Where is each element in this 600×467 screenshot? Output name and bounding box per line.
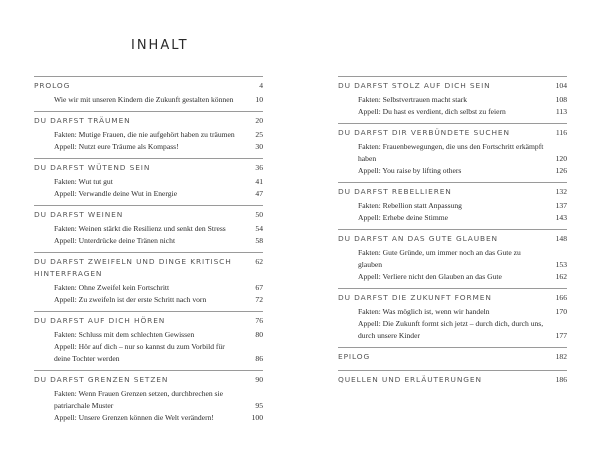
entry-page-number: 54 [255,224,263,233]
chapter-page-number: 132 [555,187,567,196]
toc-section [338,76,567,118]
chapter-page-number: 166 [555,293,567,302]
toc-entry[interactable] [34,223,263,235]
toc-entry[interactable] [34,129,263,141]
chapter-page-number: 76 [255,316,263,325]
entry-title: Fakten: Rebellion statt Anpassung [358,201,462,210]
entry-page-number: 162 [555,272,567,281]
toc-chapter-heading[interactable] [34,114,263,129]
chapter-page-number: 116 [555,128,567,137]
chapter-title: DU DARFST WEINEN [34,210,124,219]
toc-entry[interactable] [338,94,567,106]
toc-right-column [338,76,567,393]
entry-title: Appell: Verwandle deine Wut in Energie [54,189,178,198]
entry-title: Fakten: Wenn Frauen Grenzen setzen, durchbrechen sie patriarchale Muster [54,389,223,410]
toc-entry[interactable] [338,306,567,318]
chapter-page-number: 148 [555,234,567,243]
toc-entry[interactable] [34,294,263,306]
toc-section [34,111,263,153]
chapter-page-number: 4 [259,81,263,90]
toc-section [338,347,567,365]
entry-title: Fakten: Ohne Zweifel kein Fortschritt [54,283,170,292]
toc-chapter-heading[interactable] [34,314,263,329]
toc-chapter-heading[interactable] [34,161,263,176]
toc-entry[interactable] [34,388,263,412]
entry-page-number: 108 [555,95,567,104]
toc-entry[interactable] [34,94,263,106]
entry-title: Fakten: Wut tut gut [54,177,113,186]
chapter-title: DU DARFST STOLZ AUF DICH SEIN [338,81,491,90]
toc-section [34,158,263,200]
toc-section [338,229,567,283]
entry-page-number: 177 [555,331,567,340]
toc-entry[interactable] [34,282,263,294]
toc-entry[interactable] [338,318,567,342]
entry-page-number: 95 [255,401,263,410]
chapter-title: DU DARFST REBELLIEREN [338,187,452,196]
toc-section [338,123,567,177]
toc-section [34,76,263,106]
chapter-page-number: 90 [255,375,263,384]
toc-chapter-heading[interactable] [338,185,567,200]
entry-title: Appell: Unsere Grenzen können die Welt verändern! [54,413,214,422]
chapter-title: DU DARFST DIR VERBÜNDETE SUCHEN [338,128,510,137]
chapter-title: DU DARFST DIE ZUKUNFT FORMEN [338,293,492,302]
entry-page-number: 41 [255,177,263,186]
chapter-title: DU DARFST ZWEIFELN UND DINGE KRITISCH HINTERFRAGEN [34,257,232,278]
entry-title: Fakten: Frauenbewegungen, die uns den Fortschritt erkämpft haben [358,142,544,163]
entry-page-number: 67 [255,283,263,292]
toc-entry[interactable] [338,200,567,212]
toc-entry[interactable] [338,247,567,271]
toc-chapter-heading[interactable] [338,291,567,306]
chapter-page-number: 62 [255,257,263,266]
entry-page-number: 80 [255,330,263,339]
toc-section [34,252,263,306]
toc-chapter-heading[interactable] [34,255,263,282]
toc-entry[interactable] [338,271,567,283]
toc-entry[interactable] [338,212,567,224]
entry-title: Wie wir mit unseren Kindern die Zukunft gestalten können [54,95,234,104]
toc-chapter-heading[interactable] [34,373,263,388]
entry-page-number: 30 [255,142,263,151]
entry-title: Appell: Du hast es verdient, dich selbst zu feiern [358,107,506,116]
toc-entry[interactable] [338,106,567,118]
toc-entry[interactable] [34,235,263,247]
entry-page-number: 143 [555,213,567,222]
entry-title: Appell: Unterdrücke deine Tränen nicht [54,236,176,245]
toc-section [338,370,567,388]
chapter-title: DU DARFST AUF DICH HÖREN [34,316,166,325]
toc-section [34,205,263,247]
toc-chapter-heading[interactable] [338,126,567,141]
entry-title: Appell: Hör auf dich – nur so kannst du zum Vorbild für deine Tochter werden [54,342,225,363]
entry-title: Appell: You raise by lifting others [358,166,462,175]
entry-title: Appell: Nutzt eure Träume als Kompass! [54,142,179,151]
toc-entry[interactable] [338,141,567,165]
entry-page-number: 25 [255,130,263,139]
toc-entry[interactable] [34,341,263,365]
toc-section [34,370,263,424]
entry-title: Appell: Zu zweifeln ist der erste Schritt nach vorn [54,295,207,304]
toc-chapter-heading[interactable] [338,232,567,247]
chapter-page-number: 182 [555,352,567,361]
page-title: INHALT [131,38,189,53]
entry-page-number: 153 [555,260,567,269]
chapter-page-number: 50 [255,210,263,219]
entry-title: Appell: Verliere nicht den Glauben an das Gute [358,272,502,281]
chapter-page-number: 36 [255,163,263,172]
entry-page-number: 170 [555,307,567,316]
toc-section [34,311,263,365]
entry-title: Fakten: Mutige Frauen, die nie aufgehört haben zu träumen [54,130,235,139]
chapter-title: PROLOG [34,81,71,90]
toc-entry[interactable] [34,329,263,341]
entry-page-number: 113 [555,107,567,116]
toc-chapter-heading[interactable] [338,350,567,365]
entry-page-number: 100 [251,413,263,422]
entry-page-number: 47 [255,189,263,198]
entry-title: Fakten: Schluss mit dem schlechten Gewissen [54,330,195,339]
chapter-page-number: 186 [555,375,567,384]
toc-chapter-heading[interactable] [34,208,263,223]
entry-title: Appell: Die Zukunft formt sich jetzt – durch dich, durch uns, durch unsere Kinder [358,319,544,340]
toc-chapter-heading[interactable] [338,79,567,94]
toc-entry[interactable] [34,412,263,424]
entry-page-number: 58 [255,236,263,245]
entry-title: Fakten: Gute Gründe, um immer noch an das Gute zu glauben [358,248,521,269]
toc-left-column [34,76,263,429]
toc-chapter-heading[interactable] [34,79,263,94]
entry-page-number: 137 [555,201,567,210]
chapter-title: DU DARFST GRENZEN SETZEN [34,375,169,384]
toc-entry[interactable] [34,141,263,153]
chapter-title: DU DARFST TRÄUMEN [34,116,131,125]
chapter-title: EPILOG [338,352,371,361]
entry-title: Fakten: Was möglich ist, wenn wir handeln [358,307,490,316]
toc-entry[interactable] [34,176,263,188]
entry-page-number: 10 [255,95,263,104]
entry-page-number: 72 [255,295,263,304]
toc-entry[interactable] [34,188,263,200]
entry-page-number: 86 [255,354,263,363]
entry-title: Appell: Erhebe deine Stimme [358,213,449,222]
chapter-title: QUELLEN UND ERLÄUTERUNGEN [338,375,482,384]
entry-title: Fakten: Selbstvertrauen macht stark [358,95,468,104]
toc-entry[interactable] [338,165,567,177]
entry-page-number: 120 [555,154,567,163]
toc-section [338,182,567,224]
entry-page-number: 126 [555,166,567,175]
chapter-title: DU DARFST AN DAS GUTE GLAUBEN [338,234,498,243]
entry-title: Fakten: Weinen stärkt die Resilienz und senkt den Stress [54,224,226,233]
toc-chapter-heading[interactable] [338,373,567,388]
chapter-title: DU DARFST WÜTEND SEIN [34,163,151,172]
chapter-page-number: 20 [255,116,263,125]
toc-section [338,288,567,342]
chapter-page-number: 104 [555,81,567,90]
